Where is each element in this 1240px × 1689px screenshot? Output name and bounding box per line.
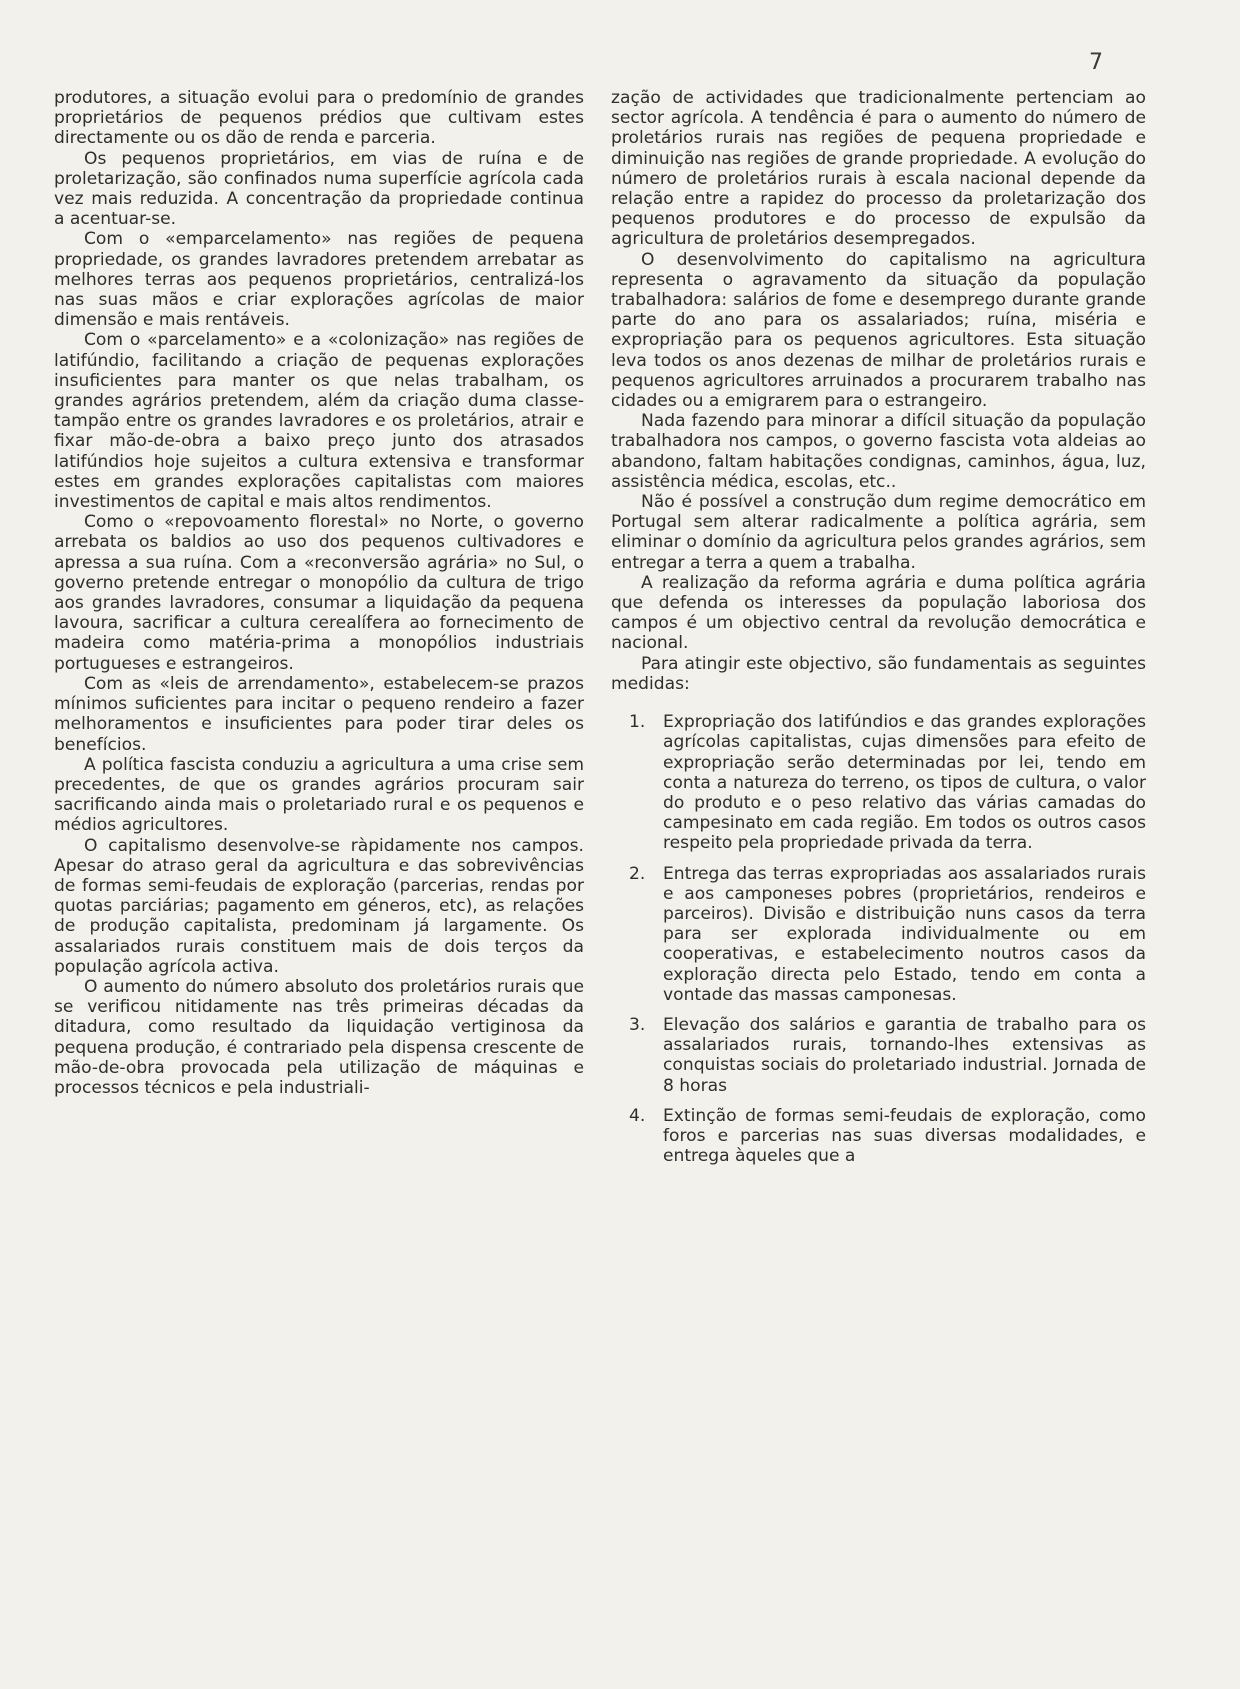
paragraph: O aumento do número absoluto dos proletários rurais que se verificou nitidamente nas três primeiras décadas da ditadura, como resultado da liquidação vertiginosa da pequena produção, é contrariado pela dispensa crescente de mão-de-obra provocada pela utilização de máquinas e processos técnicos e pela industriali- bbox=[54, 976, 584, 1098]
list-item-text: Extinção de formas semi-feudais de exploração, como foros e parcerias nas suas diversas modalidades, e entrega àqueles que a bbox=[663, 1105, 1146, 1167]
paragraph: A realização da reforma agrária e duma política agrária que defenda os interesses da população laboriosa dos campos é um objectivo central da revolução democrática e nacional. bbox=[611, 572, 1146, 654]
list-item-number: 1. bbox=[629, 712, 646, 733]
list-item bbox=[611, 1106, 1146, 1167]
paragraph: Os pequenos proprietários, em vias de ruína e de proletarização, são confinados numa superfície agrícola cada vez mais reduzida. A concentração da propriedade continua a acentuar-se. bbox=[54, 148, 584, 230]
paragraph: Para atingir este objectivo, são fundamentais as seguintes medidas: bbox=[611, 653, 1146, 694]
paragraph: O capitalismo desenvolve-se ràpidamente nos campos. Apesar do atraso geral da agricultura e das sobrevivências de formas semi-feudais de exploração (parcerias, rendas por quotas parciárias; pagamento em géneros, etc), as relações de produção capitalista, predominam já largamente. Os assalariados rurais constituem mais de dois terços da população agrícola activa. bbox=[54, 835, 584, 977]
left-column bbox=[54, 88, 584, 1098]
paragraph: zação de actividades que tradicionalmente pertenciam ao sector agrícola. A tendência é para o aumento do número de proletários rurais nas regiões de pequena propriedade e diminuição nas regiões de grande propriedade. A evolução do número de proletários rurais à escala nacional depende da relação entre a rapidez do processo da proletarização dos pequenos produtores e do processo de expulsão da agricultura de proletários desempregados. bbox=[611, 88, 1146, 250]
paragraph: produtores, a situação evolui para o predomínio de grandes proprietários de pequenos prédios que cultivam estes directamente ou os dão de renda e parceria. bbox=[54, 88, 584, 149]
list-item-text: Expropriação dos latifúndios e das grandes explorações agrícolas capitalistas, cujas dimensões para efeito de expropriação serão determinadas por lei, tendo em conta a natureza do terreno, os tipos de cultura, o valor do produto e o peso relativo das várias camadas do campesinato em cada região. Em todos os outros casos respeito pela propriedade privada da terra. bbox=[663, 712, 1146, 854]
measures-list bbox=[611, 712, 1146, 1166]
paragraph: Como o «repovoamento florestal» no Norte, o governo arrebata os baldios ao uso dos pequenos cultivadores e apressa a sua ruína. Com a «reconversão agrária» no Sul, o governo pretende entregar o monopólio da cultura de trigo aos grandes lavradores, consumar a liquidação da pequena lavoura, sacrificar a cultura cerealífera ao fornecimento de madeira como matéria-prima a monopólios industriais portugueses e estrangeiros. bbox=[54, 512, 584, 674]
list-item-number: 4. bbox=[629, 1105, 646, 1126]
paragraph: A política fascista conduziu a agricultura a uma crise sem precedentes, de que os grandes agrários procuram sair sacrificando ainda mais o proletariado rural e os pequenos e médios agricultores. bbox=[54, 754, 584, 836]
list-item-number: 3. bbox=[629, 1014, 646, 1035]
paragraph: Com o «parcelamento» e a «colonização» nas regiões de latifúndio, facilitando a criação de pequenas explorações insuficientes para manter os que nelas trabalham, os grandes agrários pretendem, além da criação duma classe-tampão entre os grandes lavradores e os proletários, atrair e fixar mão-de-obra a baixo preço junto dos atrasados latifúndios hoje sujeitos a cultura extensiva e transformar estes em grandes explorações capitalistas com maiores investimentos de capital e mais altos rendimentos. bbox=[54, 330, 584, 513]
list-item bbox=[611, 1015, 1146, 1096]
paragraph: Não é possível a construção dum regime democrático em Portugal sem alterar radicalmente a política agrária, sem eliminar o domínio da agricultura pelos grandes agrários, sem entregar a terra a quem a trabalha. bbox=[611, 492, 1146, 573]
right-column bbox=[611, 88, 1146, 1176]
list-item-number: 2. bbox=[629, 863, 646, 884]
page-number: 7 bbox=[1089, 50, 1103, 75]
paragraph: Com o «emparcelamento» nas regiões de pequena propriedade, os grandes lavradores pretendem arrebatar as melhores terras aos pequenos proprietários, centralizá-los nas suas mãos e criar explorações agrícolas de maior dimensão e mais rentáveis. bbox=[54, 229, 584, 331]
paragraph: Nada fazendo para minorar a difícil situação da população trabalhadora nos campos, o governo fascista vota aldeias ao abandono, faltam habitações condignas, caminhos, água, luz, assistência médica, escolas, etc.. bbox=[611, 411, 1146, 492]
list-item-text: Elevação dos salários e garantia de trabalho para os assalariados rurais, tornando-lhes extensivas as conquistas sociais do proletariado industrial. Jornada de 8 horas bbox=[663, 1014, 1146, 1096]
list-item bbox=[611, 712, 1146, 853]
list-item bbox=[611, 864, 1146, 1005]
paragraph: O desenvolvimento do capitalismo na agricultura representa o agravamento da situação da população trabalhadora: salários de fome e desemprego durante grande parte do ano para os assalariados; ruína, miséria e expropriação para os pequenos agricultores. Esta situação leva todos os anos dezenas de milhar de proletários rurais e pequenos agricultores arruinados a procurarem trabalho nas cidades ou a emigrarem para o estrangeiro. bbox=[611, 249, 1146, 412]
paragraph: Com as «leis de arrendamento», estabelecem-se prazos mínimos suficientes para incitar o pequeno rendeiro a fazer melhoramentos e insuficientes para poder tirar deles os benefícios. bbox=[54, 673, 584, 755]
list-item-text: Entrega das terras expropriadas aos assalariados rurais e aos camponeses pobres (proprietários, rendeiros e parceiros). Divisão e distribuição nuns casos da terra para ser explorada individualmente ou em cooperativas, e estabelecimento noutros casos da exploração directa pelo Estado, tendo em conta a vontade das massas camponesas. bbox=[663, 863, 1146, 1005]
